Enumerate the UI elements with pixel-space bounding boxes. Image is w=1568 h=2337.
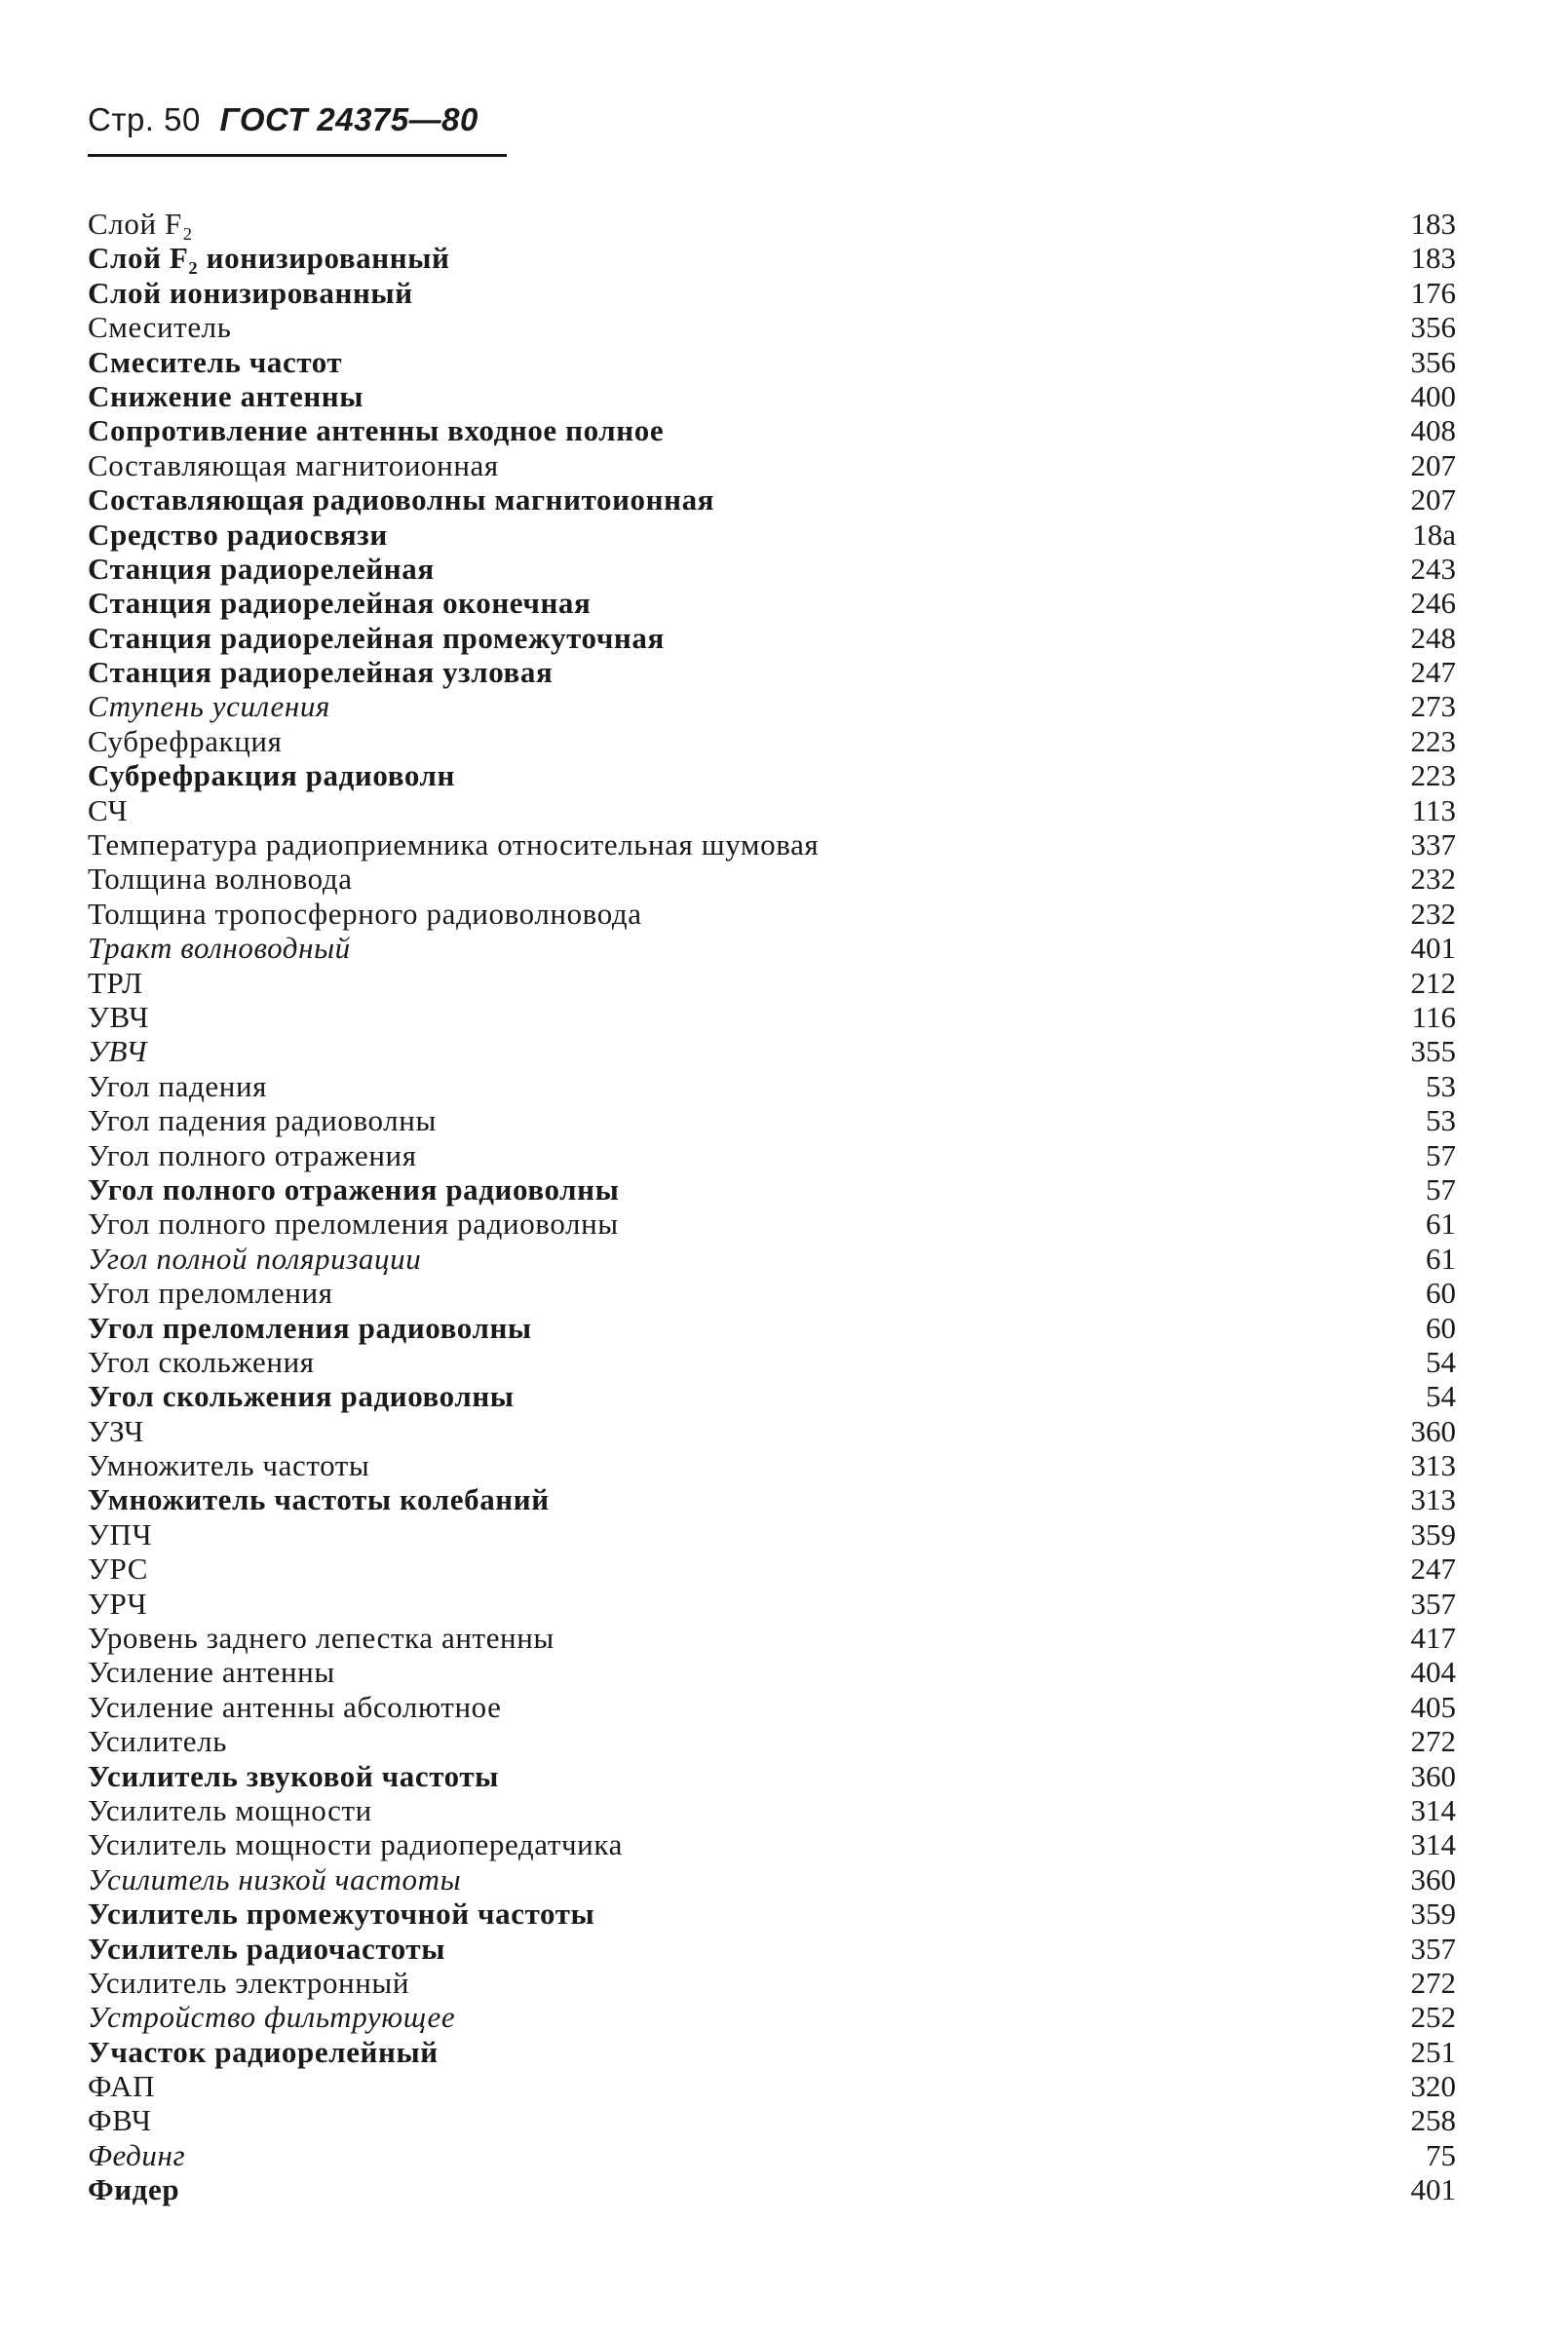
index-entry [88,1207,1456,1241]
index-entry [88,552,1456,586]
index-entry [88,931,1456,965]
index-entry [88,2172,1456,2206]
index-entry [88,1379,1456,1413]
index-page-number: 53 [1426,1103,1456,1138]
index-entry [88,1345,1456,1379]
index-term: Угол падения радиоволны [88,1103,437,1138]
index-page-number: 248 [1410,620,1456,655]
index-term: Угол полного преломления радиоволны [88,1207,619,1242]
index-page-number: 176 [1410,275,1456,310]
index-page-number: 313 [1410,1482,1456,1517]
index-term: УВЧ [88,999,150,1034]
index-entry [88,586,1456,620]
index-page-number: 360 [1410,1413,1456,1448]
index-term: СЧ [88,792,129,827]
index-page-number: 314 [1410,1827,1456,1862]
index-entry [88,1034,1456,1068]
index-term: Сопротивление антенны входное полное [88,413,665,448]
index-entry [88,207,1456,241]
index-term: Угол скольжения [88,1344,315,1379]
index-term: Станция радиорелейная промежуточная [88,620,665,655]
index-term: УЗЧ [88,1413,144,1448]
index-term: Ступень усиления [88,689,330,724]
index-page-number: 337 [1410,827,1456,862]
index-entry [88,1827,1456,1861]
index-entry [88,1482,1456,1516]
index-page-number: 355 [1410,1034,1456,1069]
index-term: Смеситель [88,310,232,345]
index-term: Субрефракция радиоволн [88,758,455,793]
index-page-number: 54 [1426,1344,1456,1379]
index-entry [88,862,1456,896]
index-entry [88,1793,1456,1827]
index-page-number: 57 [1426,1171,1456,1207]
index-page-number: 232 [1410,896,1456,931]
index-term: Температура радиоприемника относительная шумовая [88,827,820,862]
index-term: Умножитель частоты [88,1448,370,1483]
index-term: ТРЛ [88,965,143,1000]
index-entry [88,413,1456,447]
index-page-number: 60 [1426,1276,1456,1311]
index-entry [88,1138,1456,1172]
index-page-number: 223 [1410,758,1456,793]
index-page-number: 401 [1410,931,1456,966]
index-term: Усиление антенны абсолютное [88,1689,502,1724]
index-entry [88,655,1456,689]
index-page-number: 207 [1410,447,1456,482]
index-term: Угол падения [88,1068,267,1103]
index-term: Фединг [88,2137,186,2172]
index-term: Смеситель частот [88,344,343,379]
index-term: Усилитель электронный [88,1965,410,2000]
index-entry [88,1621,1456,1655]
index-term: Субрефракция [88,723,283,758]
index-term: Фидер [88,2172,180,2207]
index-page-number: 405 [1410,1689,1456,1724]
index-entry [88,1966,1456,2000]
index-entry [88,1896,1456,1931]
index-term: Толщина волновода [88,862,353,897]
index-page-number: 356 [1410,310,1456,345]
index-entry [88,689,1456,723]
index-page-number: 408 [1410,413,1456,448]
index-page-number: 273 [1410,689,1456,724]
index-term: Усилитель звуковой частоты [88,1758,499,1793]
index-term: Усилитель промежуточной частоты [88,1896,595,1932]
index-entry [88,1862,1456,1896]
index-term: Слой ионизированный [88,275,413,310]
document-id: ГОСТ 24375—80 [219,101,478,137]
index-entry [88,1172,1456,1207]
index-entry [88,1690,1456,1724]
index-entry [88,2069,1456,2103]
index-page-number: 252 [1410,2000,1456,2035]
index-page-number: 401 [1410,2172,1456,2207]
index-entry [88,1000,1456,1034]
index-term: Усилитель мощности [88,1792,372,1827]
index-page-number: 247 [1410,655,1456,690]
index-entry [88,1724,1456,1758]
index-term: Угол полного отражения [88,1137,417,1172]
index-term: ФВЧ [88,2103,152,2138]
index-term: Составляющая магнитоионная [88,447,499,482]
index-page-number: 360 [1410,1861,1456,1896]
index-page-number: 18а [1412,517,1456,552]
header-rule [88,154,507,157]
index-entry [88,1552,1456,1586]
index-page-number: 359 [1410,1516,1456,1552]
index-page-number: 60 [1426,1310,1456,1345]
index-page-number: 247 [1410,1552,1456,1587]
index-entry [88,758,1456,792]
index-entry [88,827,1456,862]
index-page-number: 314 [1410,1792,1456,1827]
index-entry [88,1932,1456,1966]
index-term: Усилитель радиочастоты [88,1931,446,1966]
index-term: Угол преломления [88,1276,333,1311]
index-entry [88,2103,1456,2137]
index-term: Станция радиорелейная оконечная [88,586,592,621]
index-page-number: 251 [1410,2034,1456,2069]
index-term: Угол полной поляризации [88,1241,422,1276]
index-entry [88,2000,1456,2034]
index-entry [88,448,1456,482]
index-entry [88,276,1456,310]
index-entry [88,517,1456,552]
index-page-number: 207 [1410,482,1456,517]
index-entry [88,345,1456,379]
index-entry [88,1242,1456,1276]
index-page-number: 53 [1426,1068,1456,1103]
index-term: Составляющая радиоволны магнитоионная [88,482,715,517]
index-page-number: 57 [1426,1137,1456,1172]
index-page-number: 357 [1410,1586,1456,1621]
index-entry [88,1448,1456,1482]
index-term: УРЧ [88,1586,148,1621]
index-term: Станция радиорелейная узловая [88,655,554,690]
index-entry [88,1103,1456,1137]
index-term: Угол преломления радиоволны [88,1310,532,1345]
index-term: УВЧ [88,1034,148,1069]
index-page-number: 313 [1410,1448,1456,1483]
index-entry [88,1587,1456,1621]
index-term: Угол скольжения радиоволны [88,1379,515,1414]
index-term: УРС [88,1552,149,1587]
index-term: Устройство фильтрующее [88,2000,456,2035]
index-page-number: 75 [1426,2137,1456,2172]
index-term: Усилитель мощности радиопередатчика [88,1827,623,1862]
index-entry [88,1655,1456,1689]
index-term: Усилитель [88,1724,227,1759]
index-term: Уровень заднего лепестка антенны [88,1621,555,1656]
index-entry [88,621,1456,655]
index-page-number: 359 [1410,1896,1456,1932]
index-entry [88,897,1456,931]
index-entry [88,1069,1456,1103]
index-page-number: 272 [1410,1724,1456,1759]
index-entry [88,793,1456,827]
index-term: Усилитель низкой частоты [88,1861,462,1896]
index-page-number: 113 [1411,792,1456,827]
index-term: Толщина тропосферного радиоволновода [88,896,642,931]
index-term: УПЧ [88,1516,153,1552]
index-term: ФАП [88,2069,156,2104]
index-entry [88,482,1456,517]
index-page-number: 54 [1426,1379,1456,1414]
index-page-number: 356 [1410,344,1456,379]
index-page-number: 116 [1411,999,1456,1034]
index-entry [88,1759,1456,1793]
index-entry [88,1414,1456,1448]
index-entry [88,310,1456,344]
index-entry [88,966,1456,1000]
index-entry [88,379,1456,413]
index-page-number: 360 [1410,1758,1456,1793]
index-page-number: 232 [1410,862,1456,897]
index-term: Средство радиосвязи [88,517,388,552]
index-entry [88,241,1456,275]
index-entry [88,1276,1456,1310]
index-page-number: 400 [1410,378,1456,413]
index-page-number: 61 [1426,1207,1456,1242]
index-term: Тракт волноводный [88,931,351,966]
index-entry [88,1311,1456,1345]
index-page-number: 246 [1410,586,1456,621]
page-header [88,101,478,138]
index-page-number: 212 [1410,965,1456,1000]
index-page-number: 183 [1410,241,1456,276]
index-page-number: 357 [1410,1931,1456,1966]
index-term: Участок радиорелейный [88,2034,439,2069]
page-label: Стр. 50 [88,101,201,137]
index-entry [88,724,1456,758]
index-page-number: 258 [1410,2103,1456,2138]
index-term: Слой F₂ ионизированный [88,241,450,276]
index-entry [88,2035,1456,2069]
index-term: Усиление антенны [88,1655,335,1690]
index-list [88,207,1456,2207]
index-page-number: 223 [1410,723,1456,758]
index-page-number: 272 [1410,1965,1456,2000]
index-term: Снижение антенны [88,378,364,413]
index-page-number: 417 [1410,1621,1456,1656]
index-entry [88,1517,1456,1552]
index-page-number: 404 [1410,1655,1456,1690]
index-entry [88,2138,1456,2172]
index-term: Слой F₂ [88,207,194,241]
index-term: Умножитель частоты колебаний [88,1482,550,1517]
index-page-number: 243 [1410,551,1456,586]
index-page-number: 183 [1410,207,1456,241]
index-page-number: 61 [1426,1241,1456,1276]
index-term: Станция радиорелейная [88,551,435,586]
index-page-number: 320 [1410,2069,1456,2104]
index-term: Угол полного отражения радиоволны [88,1171,620,1207]
